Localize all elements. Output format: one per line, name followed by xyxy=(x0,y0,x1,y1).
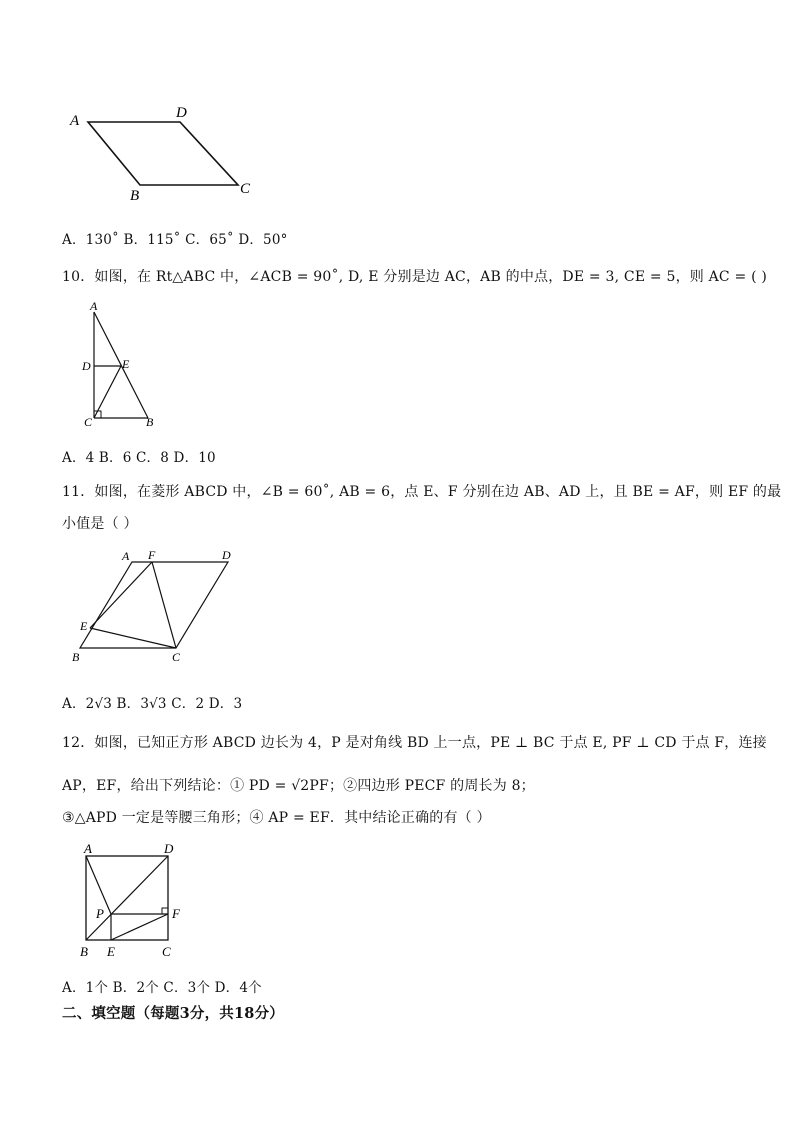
q11-stem-line1: 11．如图，在菱形 ABCD 中，∠B = 60˚, AB = 6，点 E、F 分别在边 AB、AD 上，且 BE = AF，则 EF 的最 xyxy=(62,484,782,500)
q12-right-angle-mark xyxy=(162,908,168,914)
q10-label-b: B xyxy=(146,415,154,429)
q11-label-a: A xyxy=(122,549,130,563)
q11-rhombus-shape xyxy=(80,562,228,648)
q12-label-c: C xyxy=(162,944,171,959)
q10-label-c: C xyxy=(84,415,93,429)
q9-label-b: B xyxy=(130,188,140,204)
q9-figure-parallelogram xyxy=(60,100,270,210)
q11-segment-ef xyxy=(90,562,152,628)
q12-stem-line1: 12．如图，已知正方形 ABCD 边长为 4，P 是对角线 BD 上一点，PE ⊥ BC 于点 E, PF ⊥ CD 于点 F，连接 xyxy=(62,735,767,751)
q12-label-p: P xyxy=(96,906,104,921)
q11-segment-ec xyxy=(90,628,176,648)
q12-segment-ef xyxy=(111,914,168,940)
q11-options: A．2√3 B．3√3 C．2 D．3 xyxy=(62,696,243,712)
q12-label-f: F xyxy=(172,906,180,921)
q12-label-b: B xyxy=(80,944,88,959)
q9-parallelogram-shape xyxy=(88,122,238,185)
q10-label-e: E xyxy=(122,357,130,371)
q11-label-e: E xyxy=(80,619,88,633)
q12-stem-line3: ③△APD 一定是等腰三角形；④ AP = EF．其中结论正确的有（ ） xyxy=(62,810,491,826)
q11-stem-line2: 小值是（ ） xyxy=(62,516,138,532)
q11-label-c: C xyxy=(172,650,181,664)
q12-options: A．1个 B．2个 C．3个 D．4个 xyxy=(62,980,262,996)
q10-label-a: A xyxy=(90,300,98,313)
q11-figure-rhombus xyxy=(66,544,246,668)
q11-label-b: B xyxy=(72,650,80,664)
q11-segment-fc xyxy=(152,562,176,648)
q12-stem-line2: AP，EF，给出下列结论：① PD = √2PF；②四边形 PECF 的周长为 8； xyxy=(62,778,535,794)
q10-options: A．4 B．6 C．8 D．10 xyxy=(62,450,216,466)
q11-label-f: F xyxy=(148,548,156,562)
q9-label-a: A xyxy=(70,113,80,129)
q9-options: A．130˚ B．115˚ C．65˚ D．50° xyxy=(62,232,288,248)
q12-diagonal-bd xyxy=(86,856,168,940)
q12-label-a: A xyxy=(84,841,92,856)
q9-label-c: C xyxy=(240,181,251,197)
q10-figure-right-triangle xyxy=(76,300,166,430)
q9-label-d: D xyxy=(176,105,187,121)
q10-label-d: D xyxy=(82,359,91,373)
q12-label-d: D xyxy=(164,841,174,856)
q12-label-e: E xyxy=(107,944,115,959)
q11-label-d: D xyxy=(222,548,231,562)
q10-segment-ce xyxy=(94,366,121,418)
section-2-heading: 二、填空题（每题3分，共18分） xyxy=(62,1005,284,1022)
q10-stem: 10．如图，在 Rt△ABC 中，∠ACB = 90˚, D, E 分别是边 AC，AB 的中点，DE = 3, CE = 5，则 AC = ( ) xyxy=(62,269,768,285)
q12-figure-square xyxy=(72,838,202,964)
